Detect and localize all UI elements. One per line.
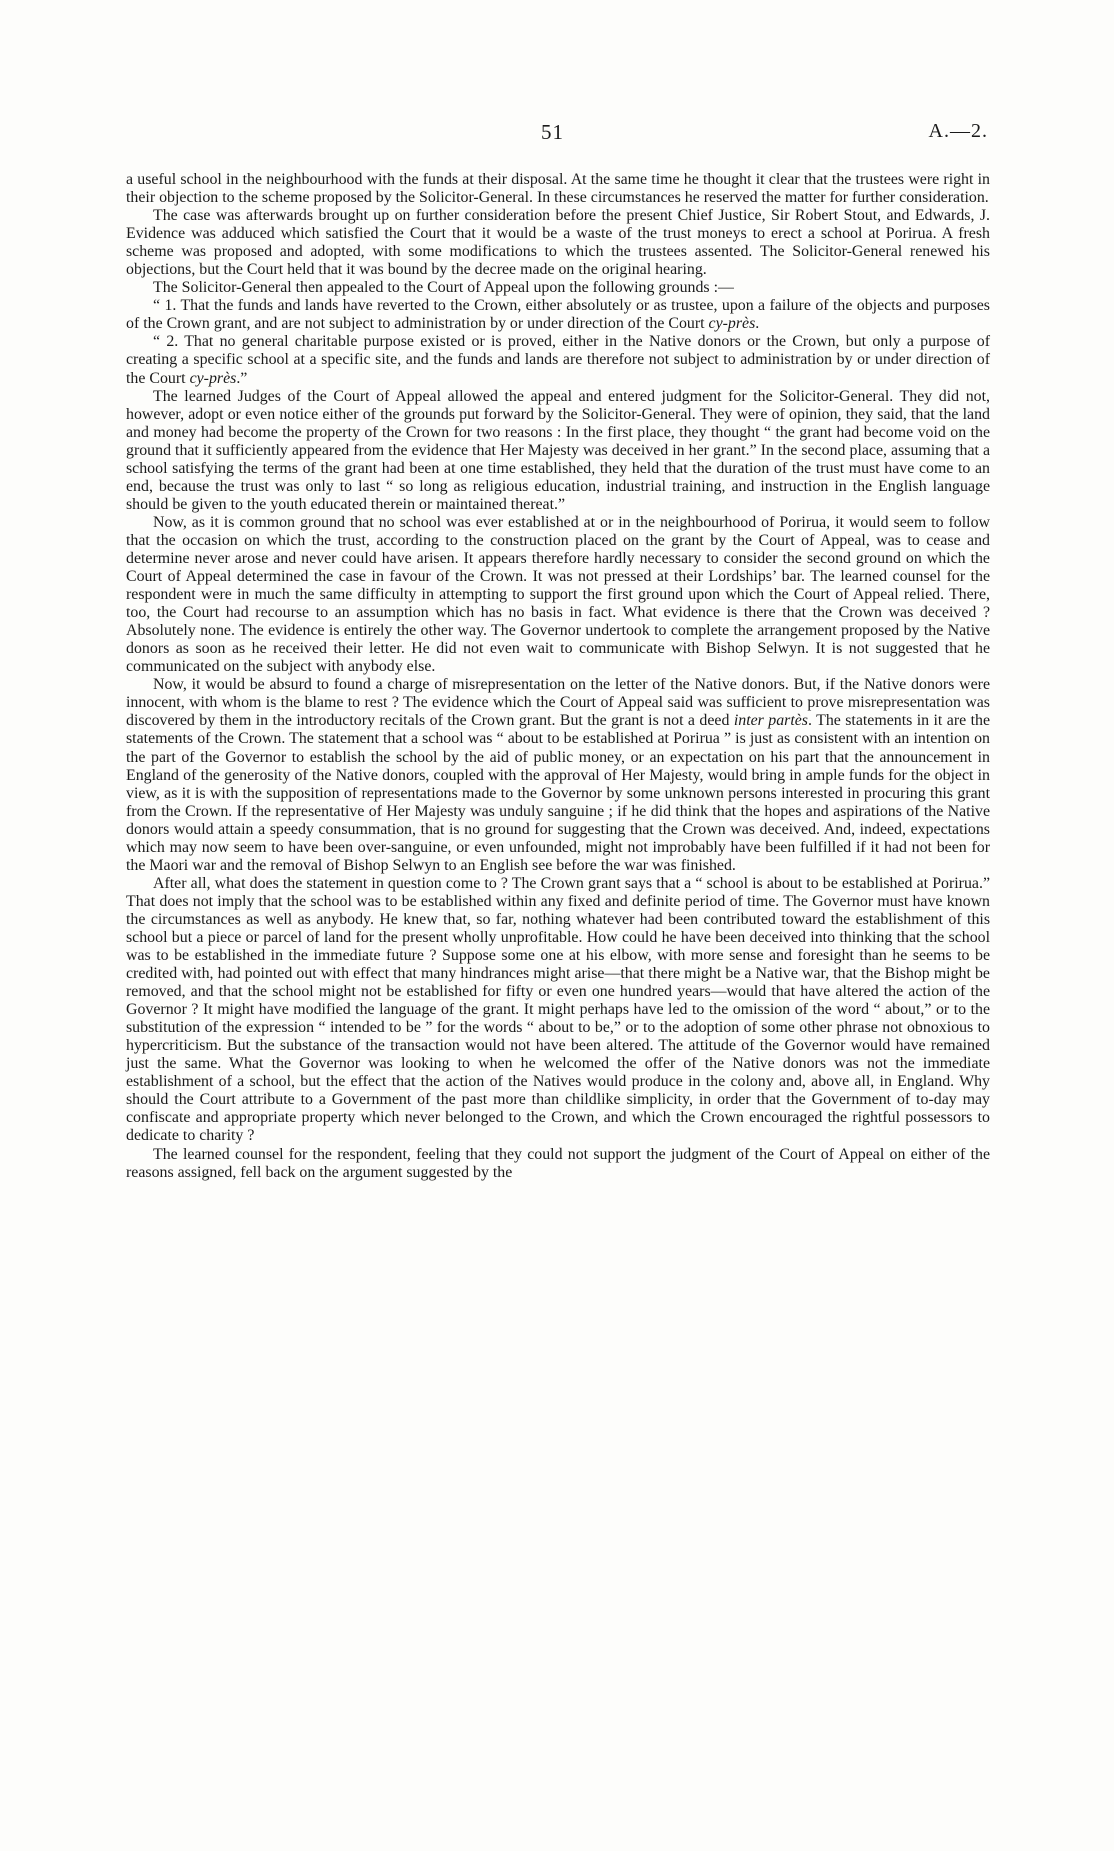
paragraph: a useful school in the neighbourhood with the funds at their disposal. At the same time he thought it clear that the trustees were right in their objection to the scheme proposed by the Solicitor-General. In these circumstances he reserved the matter for further consideration. [126,171,990,207]
page-number: 51 [541,120,564,144]
paragraph: The case was afterwards brought up on further consideration before the present Chief Justice, Sir Robert Stout, and Edwards, J. Evidence was adduced which satisfied the Court that it would be a waste of the trust moneys to erect a school at Porirua. A fresh scheme was proposed and adopted, with some modifications to which the trustees assented. The Solicitor-General renewed his objections, but the Court held that it was bound by the decree made on the original hearing. [126,207,990,279]
paragraph: The Solicitor-General then appealed to the Court of Appeal upon the following grounds :— [153,279,734,297]
paragraph: Now, it would be absurd to found a charge of misrepresentation on the letter of the Native donors. But, if the Native donors were innocent, with whom is the blame to rest ? The evidence which the Court of Appeal said was sufficient to prove misrepresentation was discovered by them in the introductory recitals of the Crown grant. But the grant is not a deed inter partès. The statements in it are the statements of the Crown. The statement that a school was “ about to be established at Porirua ” is just as consistent with an intention on the part of the Governor to establish the school by the aid of public money, or an expectation on his part that the announcement in England of the generosity of the Native donors, coupled with the approval of Her Majesty, would bring in ample funds for the object in view, as it is with the supposition of representations made to the Governor by some unknown persons interested in procuring this grant from the Crown. If the representative of Her Majesty was unduly sanguine ; if he did think that the hopes and aspirations of the Native donors would attain a speedy consummation, that is no ground for suggesting that the Crown was deceived. And, indeed, expectations which may now seem to have been over-sanguine, or even unfounded, might not improbably have been fulfilled if it had not been for the Maori war and the removal of Bishop Selwyn to an English see before the war was finished. [126,676,991,874]
document-reference: A.—2. [928,120,988,142]
paragraph: The learned counsel for the respondent, feeling that they could not support the judgment of the Court of Appeal on either of the reasons assigned, fell back on the argument suggested by the [126,1145,990,1181]
paragraph: After all, what does the statement in question come to ? The Crown grant says that a “ school is about to be established at Porirua.” That does not imply that the school was to be established within any fixed and definite period of time. The Governor must have known the circumstances as well as anybody. He knew that, so far, nothing whatever had been contributed toward the establishment of this school but a piece or parcel of land for the present wholly unprofitable. How could he have been deceived into thinking that the school was to be established in the immediate future ? Suppose some one at his elbow, with more sense and foresight than he seems to be credited with, had pointed out with effect that many hindrances might arise—that there might be a Native war, that the Bishop might be removed, and that the school might not be established for fifty or even one hundred years—would that have altered the action of the Governor ? It might have modified the language of the grant. It might perhaps have led to the omission of the word “ about,” or to the substitution of the expression “ intended to be ” for the words “ about to be,” or to the adoption of some other phrase not obnoxious to hypercriticism. But the substance of the transaction would not have been altered. The attitude of the Governor would have remained just the same. What the Governor was looking to when he welcomed the offer of the Native donors was not the immediate establishment of a school, but the effect that the action of the Natives would produce in the colony and, above all, in England. Why should the Court attribute to a Government of the past more than childlike simplicity, in order that the Government of to-day may confiscate and appropriate property which never belonged to the Crown, and which the Crown encouraged the rightful possessors to dedicate to charity ? [126,874,990,1145]
paragraph: The learned Judges of the Court of Appeal allowed the appeal and entered judgment for the Solicitor-General. They did not, however, adopt or even notice either of the grounds put forward by the Solicitor-General. They were of opinion, they said, that the land and money had become the property of the Crown for two reasons : In the first place, they thought “ the grant had become void on the ground that it sufficiently appeared from the evidence that Her Majesty was deceived in her grant.” In the second place, assuming that a school satisfying the terms of the grant had been at one time established, they held that the duration of the trust must have come to an end, because the trust was only to last “ so long as religious education, industrial training, and instruction in the English language should be given to the youth educated therein or maintained thereat.” [126,387,990,513]
italic-phrase: cy-près [708,315,756,333]
body-text [126,171,990,1182]
paragraph: Now, as it is common ground that no school was ever established at or in the neighbourhood of Porirua, it would seem to follow that the occasion on which the trust, according to the construction placed on the grant by the Court of Appeal, was to cease and determine never arose and never could have arisen. It appears therefore hardly necessary to consider the second ground on which the Court of Appeal determined the case in favour of the Crown. It was not pressed at their Lordships’ bar. The learned counsel for the respondent were in much the same difficulty in attempting to support the first ground upon which the Court of Appeal relied. There, too, the Court had recourse to an assumption which has no basis in fact. What evidence is there that the Crown was deceived ? Absolutely none. The evidence is entirely the other way. The Governor undertook to complete the arrangement proposed by the Native donors as soon as he received their letter. He did not even wait to communicate with Bishop Selwyn. It is not suggested that he communicated on the subject with anybody else. [126,513,990,676]
italic-phrase: cy-près [189,369,237,387]
italic-phrase: inter partès [733,712,808,730]
quoted-ground-2: “ 2. That no general charitable purpose existed or is proved, either in the Native donors or the Crown, but only a purpose of creating a specific school at a specific site, and the funds and lands are therefore not subject to administration by or under direction of the Court cy-près.” [126,333,990,387]
page-header [0,120,1114,150]
quoted-ground-1: “ 1. That the funds and lands have reverted to the Crown, either absolutely or as trustee, upon a failure of the objects and purposes of the Crown grant, and are not subject to administration by or under direction of the Court cy-près. [126,297,990,333]
